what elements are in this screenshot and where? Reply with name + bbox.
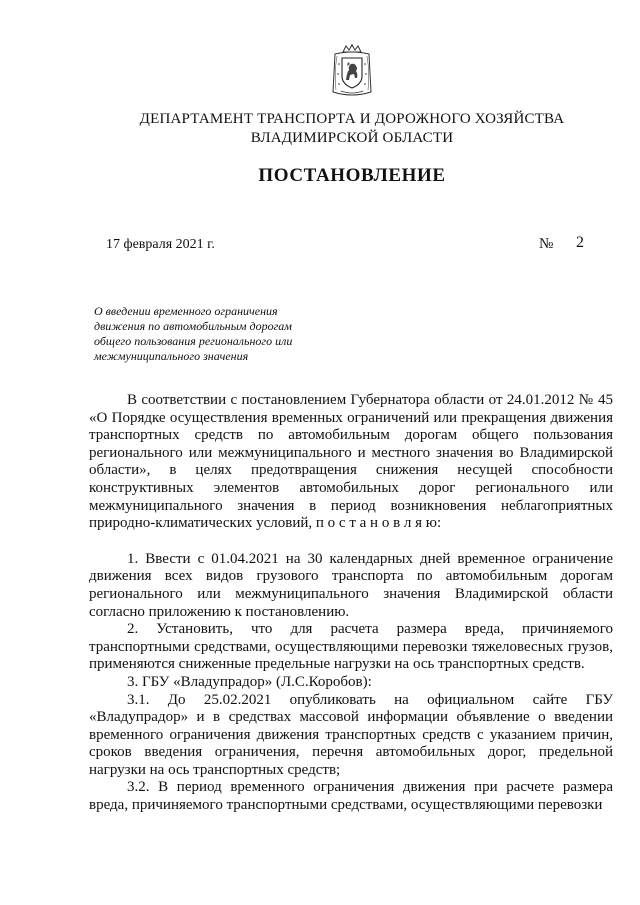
item-1-paragraph: 1. Ввести с 01.04.2021 на 30 календарных дней временное ограничение движения всех видов грузового транспорта по автомобильным дорогам регионального или межмуниципального значения Владимирской области согласно приложению к постановлению.	[89, 550, 613, 620]
document-date: 17 февраля 2021 г.	[106, 237, 215, 252]
department-line-2: ВЛАДИМИРСКОЙ ОБЛАСТИ	[250, 130, 454, 146]
item-3-1-paragraph: 3.1. До 25.02.2021 опубликовать на официальном сайте ГБУ «Владупрадор» и в средствах массовой информации объявление о введении временного ограничения движения транспортных средств с указанием причин, сроков введения ограничения, перечня автомобильных дорог, предельной нагрузки на ось транспортных средств;	[89, 691, 613, 778]
department-name	[0, 110, 640, 148]
subject-line: общего пользования регионального или	[94, 334, 293, 348]
document-body	[89, 392, 613, 815]
coat-of-arms-icon	[329, 44, 375, 98]
subject-line: межмуниципального значения	[94, 349, 249, 363]
item-2-paragraph: 2. Установить, что для расчета размера вреда, причиняемого транспортными средствами, осуществляющими перевозки тяжеловесных грузов, применяются сниженные предельные нагрузки на ось транспортных средств.	[89, 621, 613, 673]
department-line-1: ДЕПАРТАМЕНТ ТРАНСПОРТА И ДОРОЖНОГО ХОЗЯЙСТВА	[139, 111, 565, 127]
item-3-paragraph: 3. ГБУ «Владупрадор» (Л.С.Коробов):	[127, 673, 372, 690]
subject-line: О введении временного ограничения	[94, 304, 278, 318]
document-number: 2	[576, 234, 584, 251]
document-type-title: ПОСТАНОВЛЕНИЕ	[258, 165, 446, 186]
document-number-label: №	[539, 236, 554, 252]
subject-line: движения по автомобильным дорогам	[94, 319, 292, 333]
preamble-paragraph: В соответствии с постановлением Губернатора области от 24.01.2012 № 45 «О Порядке осуществления временных ограничений или прекращения движения транспортных средств по автомобильным дорогам общего пользования регионального или межмуниципального и местного значения во Владимирской области», в целях предотвращения снижения несущей способности конструктивных элементов автомобильных дорог регионального или межмуниципального значения в период возникновения неблагоприятных природно-климатических условий, п о с т а н о в л я ю:	[89, 392, 613, 532]
item-3-2-paragraph: 3.2. В период временного ограничения движения при расчете размера вреда, причиняемого транспортными средствами, осуществляющими перевозки	[89, 779, 613, 814]
document-subject	[94, 304, 334, 364]
